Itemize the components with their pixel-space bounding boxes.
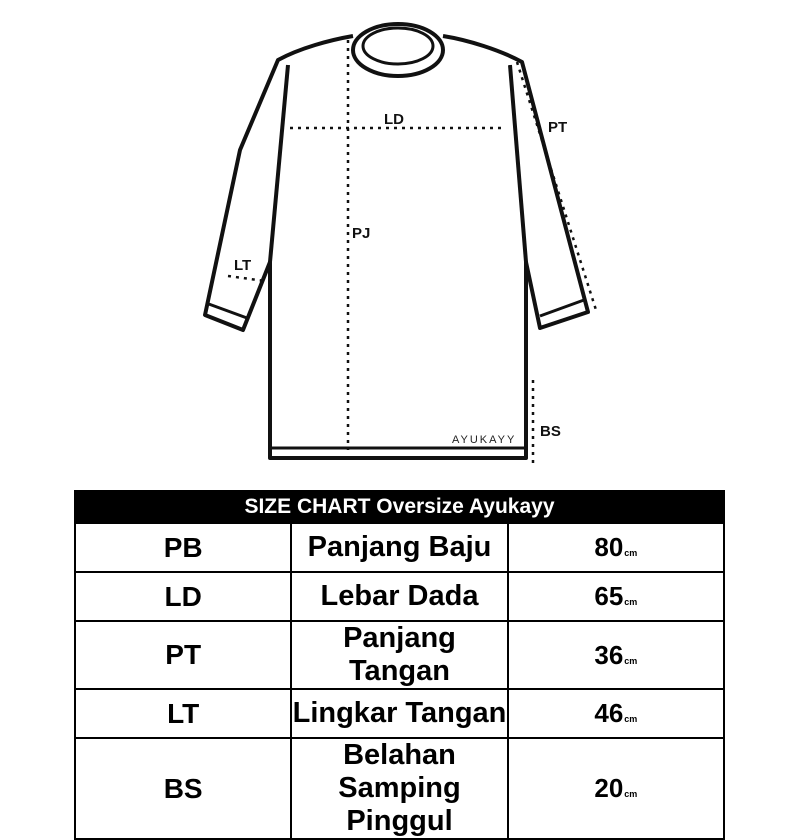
brand-mark: AYUKAYY [452,434,517,446]
label-lt: LT [234,257,252,274]
size-chart-title: SIZE CHART Oversize Ayukayy [75,491,724,523]
measure-value: 80 [594,532,624,562]
measure-name: Panjang Baju [291,523,507,572]
measure-value-cell [508,572,724,621]
table-row [75,621,724,689]
measure-value-cell [508,523,724,572]
measure-value-cell [508,738,724,839]
measure-value: 65 [594,581,624,611]
measure-name: Lingkar Tangan [291,689,507,738]
measure-name: Lebar Dada [291,572,507,621]
measure-code: LD [75,572,291,621]
measure-value-cell [508,689,724,738]
label-bs: BS [540,423,561,440]
measure-value: 46 [594,698,624,728]
measure-code: PB [75,523,291,572]
label-pj: PJ [352,225,371,242]
measure-value: 36 [594,639,624,670]
unit-label: cm [624,655,638,666]
unit-label: cm [624,714,638,724]
table-row [75,738,724,839]
table-row [75,523,724,572]
shirt-outline [205,24,588,458]
measure-name: Belahan Samping Pinggul [291,738,507,839]
size-chart-table [74,490,725,840]
measure-code: BS [75,738,291,839]
measure-value: 20 [594,773,624,803]
table-row [75,689,724,738]
measure-name: Panjang Tangan [291,621,507,689]
measure-code: PT [75,621,291,689]
label-pt: PT [548,119,568,136]
label-ld: LD [384,111,404,128]
table-row [75,572,724,621]
unit-label: cm [624,789,638,799]
unit-label: cm [624,597,638,607]
measure-code: LT [75,689,291,738]
measure-value-cell [508,621,724,689]
unit-label: cm [624,548,638,558]
